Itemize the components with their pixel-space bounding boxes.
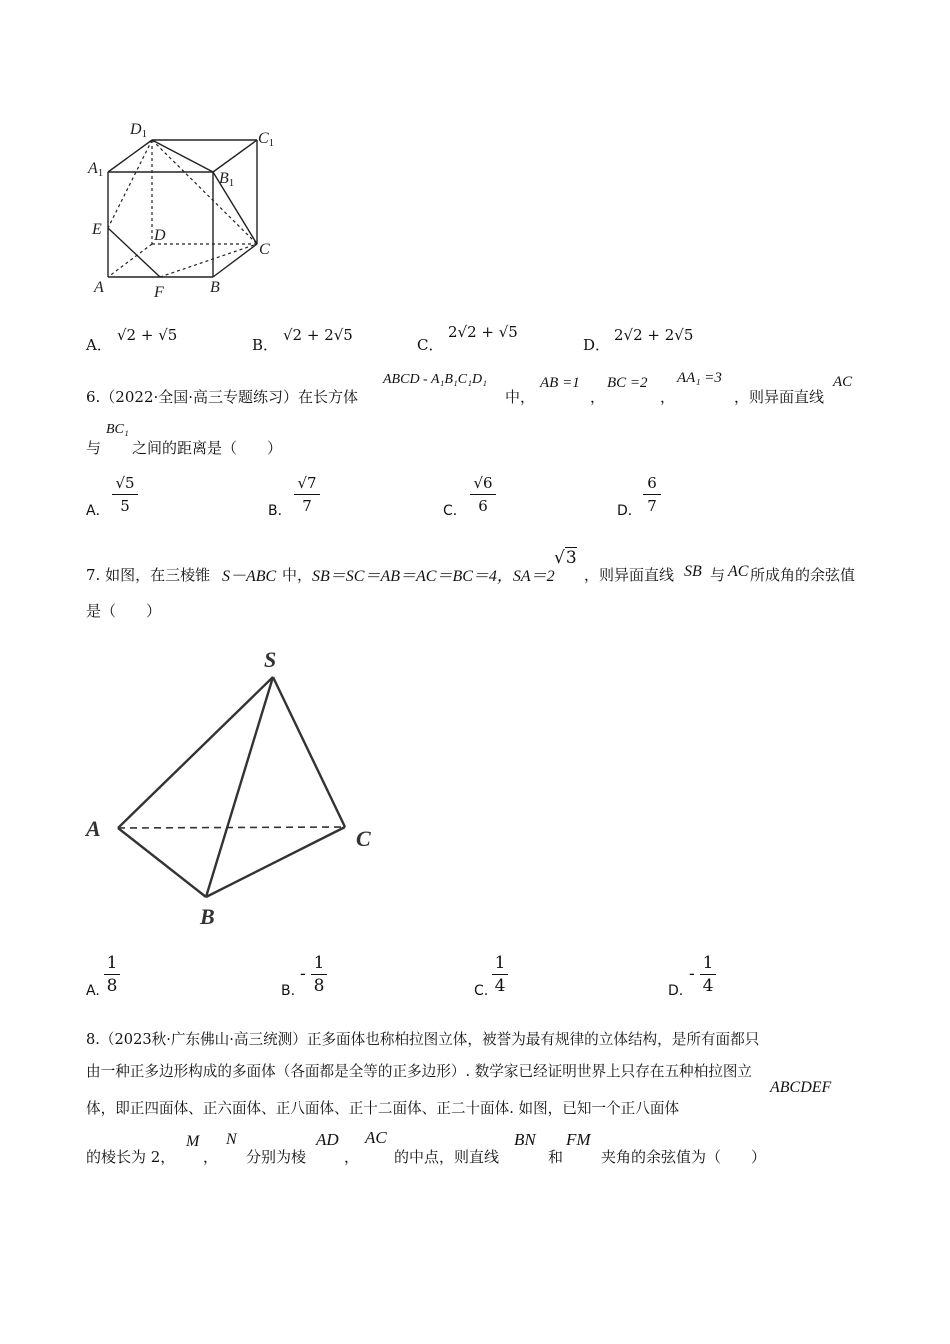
q6-ab: AB =1 [540, 375, 580, 391]
q5-option-a-letter: A． [86, 336, 112, 354]
cube-figure [80, 110, 290, 310]
q6-option-c-letter: C． [443, 503, 467, 519]
q6-option-d-letter: D． [617, 503, 642, 519]
q8-fm: FM [566, 1130, 591, 1149]
svg-text:D: D [154, 227, 166, 244]
q7-option-c-num: 1 [494, 953, 506, 973]
q7-sqrt3: √3 [554, 548, 577, 568]
q7-option-b-num: 1 [313, 953, 325, 973]
q7-stem-c: 中， [282, 566, 313, 584]
q7-option-a[interactable] [104, 954, 120, 995]
q7-stem-line2: 是（ ） [86, 602, 162, 620]
q7-sb: SB [684, 563, 702, 580]
q6-option-b-den: 7 [302, 497, 312, 515]
q6-comma-1: ， [590, 388, 606, 406]
svg-text:A: A [94, 279, 104, 296]
q5-option-a[interactable]: √2 + √5 [117, 326, 178, 344]
q8-m: M [186, 1133, 200, 1150]
q8-bn: BN [514, 1130, 536, 1149]
q7-sqrt3-radicand: 3 [565, 548, 577, 568]
label-B: B [200, 904, 215, 929]
q6-option-d-num: 6 [647, 474, 657, 492]
q7-option-d-letter: D. [668, 983, 684, 999]
svg-text:C: C [259, 241, 270, 258]
q6-aa1: AA₁ =3 [677, 370, 722, 386]
q5-option-b[interactable]: √2 + 2√5 [283, 326, 353, 344]
q7-option-d-den: 4 [702, 976, 714, 996]
q6-line2-prefix: 与 [86, 439, 102, 457]
q7-option-c[interactable] [492, 954, 508, 995]
q6-comma-2: ， [660, 388, 676, 406]
q6-bc1: BC₁ [106, 422, 129, 437]
q5-option-d-letter: D． [583, 336, 611, 354]
q7-stem-f: 所成角的余弦值 [750, 566, 856, 584]
svg-text:B: B [210, 279, 220, 296]
q7-stem-b: S－ABC [222, 568, 277, 585]
q6-option-a[interactable] [112, 474, 138, 515]
q8-line4-b: 分别为棱 [246, 1148, 307, 1166]
svg-text:E: E [92, 221, 102, 238]
q7-option-b-sign: - [300, 964, 306, 984]
q7-option-a-den: 8 [106, 976, 118, 996]
q6-line2-tail: 之间的距离是（ ） [132, 439, 283, 457]
svg-text:B1: B1 [219, 170, 235, 189]
q6-tail: ，则异面直线 [734, 388, 825, 406]
q8-comma-1: ， [203, 1148, 219, 1166]
q8-ac: AC [365, 1128, 387, 1147]
q6-bc: BC =2 [607, 375, 648, 391]
q8-line1: 8.（2023秋·广东佛山·高三统测）正多面体也称柏拉图立体，被誉为最有规律的立体结构，是所有面都只 [86, 1031, 760, 1048]
q6-mid: 中， [505, 388, 536, 406]
q7-option-c-den: 4 [494, 976, 506, 996]
q8-ad: AD [316, 1130, 339, 1149]
q7-option-b-letter: B. [281, 983, 296, 999]
label-C: C [356, 826, 371, 851]
q8-line2: 由一种正多边形构成的多面体（各面都是全等的正多边形）. 数学家已经证明世界上只存在五种柏拉图立 [86, 1063, 753, 1080]
q7-option-a-letter: A. [86, 983, 100, 999]
q6-option-c[interactable] [470, 474, 496, 515]
q6-option-d-den: 7 [647, 497, 657, 515]
q7-ac: AC [728, 563, 749, 580]
q7-option-a-num: 1 [106, 953, 118, 973]
q5-option-b-letter: B． [252, 336, 279, 354]
q7-option-c-letter: C. [474, 983, 489, 999]
q7-stem-a: 7. 如图，在三棱锥 [86, 566, 211, 584]
q7-option-b[interactable] [311, 954, 327, 995]
q6-option-c-num: √6 [473, 474, 493, 492]
q7-option-d-sign: - [689, 964, 695, 984]
svg-text:C1: C1 [258, 130, 275, 149]
q6-option-b-letter: B． [268, 503, 292, 519]
q5-option-c-letter: C． [417, 336, 444, 354]
q8-line4-d: 夹角的余弦值为（ ） [601, 1148, 767, 1166]
q7-option-d-num: 1 [702, 953, 714, 973]
svg-text:F: F [154, 284, 164, 301]
q5-option-d[interactable]: 2√2 + 2√5 [614, 326, 694, 344]
svg-text:D1: D1 [130, 121, 148, 140]
label-A: A [86, 816, 101, 841]
q6-solid: ABCD - A₁B₁C₁D₁ [383, 372, 487, 387]
q6-option-a-den: 5 [120, 497, 130, 515]
q8-line3: 体，即正四面体、正六面体、正八面体、正十二面体、正二十面体. 如图，已知一个正八面体 [86, 1100, 680, 1117]
label-S: S [264, 647, 277, 672]
q7-stem-d: SB＝SC＝AB＝AC＝BC＝4，SA＝2 [312, 568, 555, 585]
q6-stem-prefix: 6.（2022·全国·高三专题练习）在长方体 [86, 388, 359, 406]
q6-option-c-den: 6 [478, 497, 488, 515]
svg-text:A1: A1 [88, 160, 104, 179]
q7-option-d[interactable] [700, 954, 716, 995]
q6-option-a-num: √5 [115, 474, 135, 492]
q7-option-b-den: 8 [313, 976, 325, 996]
q6-option-a-letter: A． [86, 503, 110, 519]
q8-line4-c: 的中点，则直线 [394, 1148, 500, 1166]
q8-comma-2: ， [344, 1148, 360, 1166]
tetrahedron-figure [80, 640, 390, 940]
q8-line4-a: 的棱长为 2， [86, 1148, 176, 1166]
q5-option-c[interactable]: 2√2 + √5 [448, 323, 518, 341]
q7-stem-e: ，则异面直线 [584, 566, 675, 584]
q8-solid: ABCDEF [770, 1079, 832, 1096]
q6-ac: AC [833, 374, 853, 390]
q7-yu: 与 [710, 566, 726, 584]
q8-he: 和 [548, 1148, 564, 1166]
q6-option-d[interactable] [643, 474, 661, 515]
label-D1: D [130, 121, 142, 138]
q6-option-b[interactable] [294, 474, 320, 515]
q8-n: N [226, 1131, 237, 1148]
q6-option-b-num: √7 [297, 474, 317, 492]
